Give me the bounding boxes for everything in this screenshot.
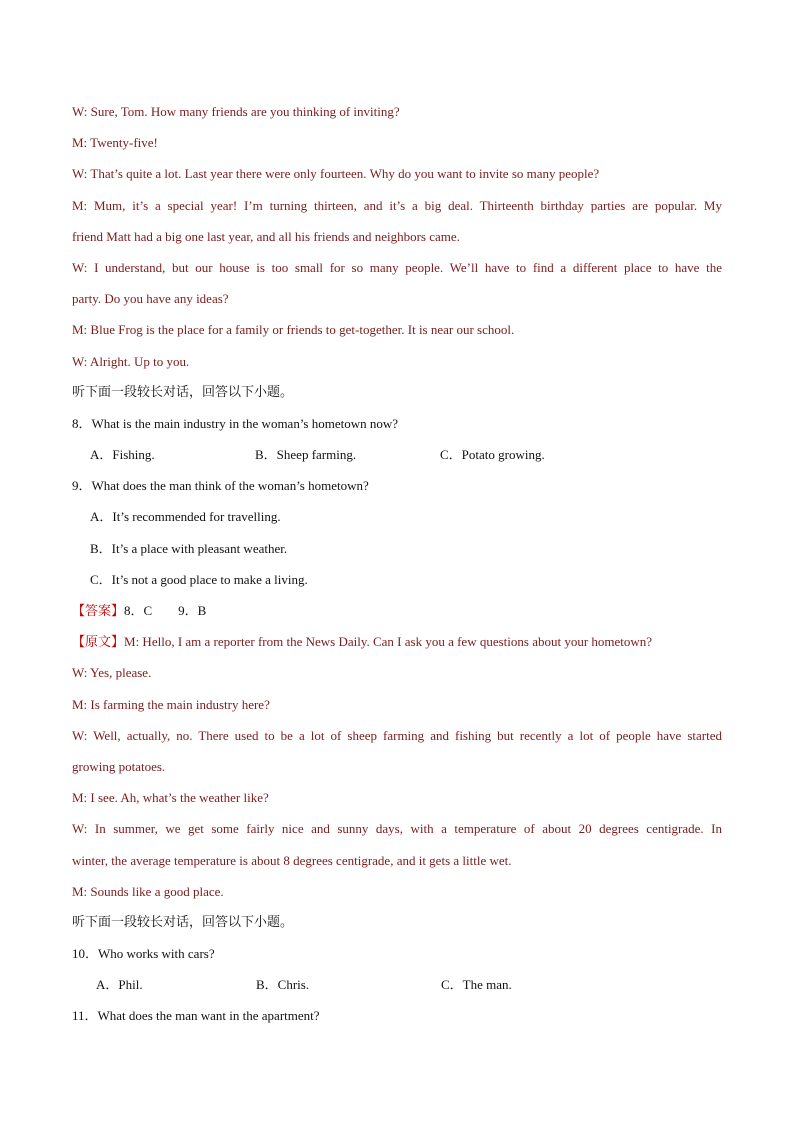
answer-text: 8．C 9．B bbox=[124, 603, 207, 618]
option-b[interactable]: B．Sheep farming. bbox=[255, 447, 357, 463]
option-a[interactable]: A．Phil. bbox=[96, 977, 143, 993]
transcript-text: M: Hello, I am a reporter from the News Daily. Can I ask you a few questions about your hometown? bbox=[124, 634, 653, 650]
question-stem-10: 10．Who works with cars? bbox=[72, 946, 215, 962]
transcript-line: W: In summer, we get some fairly nice and sunny days, with a temperature of about 20 degrees centigrade. In bbox=[72, 821, 722, 837]
question-options-8 bbox=[72, 439, 722, 470]
transcript-line: growing potatoes. bbox=[72, 758, 166, 774]
document-page bbox=[72, 96, 722, 1032]
dialogue-line: W: Sure, Tom. How many friends are you thinking of inviting? bbox=[72, 104, 400, 119]
question-stem-8: 8．What is the main industry in the woman’s hometown now? bbox=[72, 415, 399, 431]
dialogue-line: M: Mum, it’s a special year! I’m turning thirteen, and it’s a big deal. Thirteenth birthday parties are popular. My bbox=[72, 197, 722, 213]
transcript-line: M: Sounds like a good place. bbox=[72, 883, 224, 899]
question-stem-11: 11．What does the man want in the apartment? bbox=[72, 1008, 320, 1024]
option-a[interactable]: A．It’s recommended for travelling. bbox=[90, 509, 281, 525]
question-stem-9: 9．What does the man think of the woman’s hometown? bbox=[72, 478, 369, 494]
transcript-tag: 【原文】 bbox=[72, 635, 125, 651]
transcript-line: W: Well, actually, no. There used to be a lot of sheep farming and fishing but recently a lot of people have started bbox=[72, 727, 722, 743]
dialogue-line: M: Twenty-five! bbox=[72, 135, 158, 151]
answer-line bbox=[72, 595, 722, 626]
transcript-line: M: Is farming the main industry here? bbox=[72, 696, 270, 712]
option-b[interactable]: B．Chris. bbox=[256, 977, 310, 993]
dialogue-line: friend Matt had a big one last year, and all his friends and neighbors came. bbox=[72, 228, 460, 244]
dialogue-line: M: Blue Frog is the place for a family or friends to get-together. It is near our school. bbox=[72, 322, 515, 338]
option-b[interactable]: B．It’s a place with pleasant weather. bbox=[90, 540, 288, 556]
transcript-line: winter, the average temperature is about 8 degrees centigrade, and it gets a little wet. bbox=[72, 852, 512, 868]
dialogue-line: W: Alright. Up to you. bbox=[72, 353, 190, 369]
question-options-10 bbox=[72, 969, 722, 1000]
section-heading: 听下面一段较长对话，回答以下小题。 bbox=[72, 914, 294, 930]
section-heading: 听下面一段较长对话，回答以下小题。 bbox=[72, 384, 294, 400]
option-c[interactable]: C．Potato growing. bbox=[440, 447, 545, 463]
transcript-line: W: Yes, please. bbox=[72, 665, 152, 681]
dialogue-line: party. Do you have any ideas? bbox=[72, 291, 229, 307]
dialogue-line: W: That’s quite a lot. Last year there were only fourteen. Why do you want to invite so many people? bbox=[72, 166, 600, 182]
option-a[interactable]: A．Fishing. bbox=[90, 447, 155, 463]
option-c[interactable]: C．The man. bbox=[441, 977, 512, 993]
transcript-line: M: I see. Ah, what’s the weather like? bbox=[72, 790, 269, 806]
answer-tag: 【答案】 bbox=[72, 604, 125, 619]
dialogue-line: W: I understand, but our house is too small for so many people. We’ll have to find a different place to have the bbox=[72, 259, 722, 275]
transcript-first-line bbox=[72, 626, 722, 657]
option-c[interactable]: C．It’s not a good place to make a living. bbox=[90, 571, 308, 587]
